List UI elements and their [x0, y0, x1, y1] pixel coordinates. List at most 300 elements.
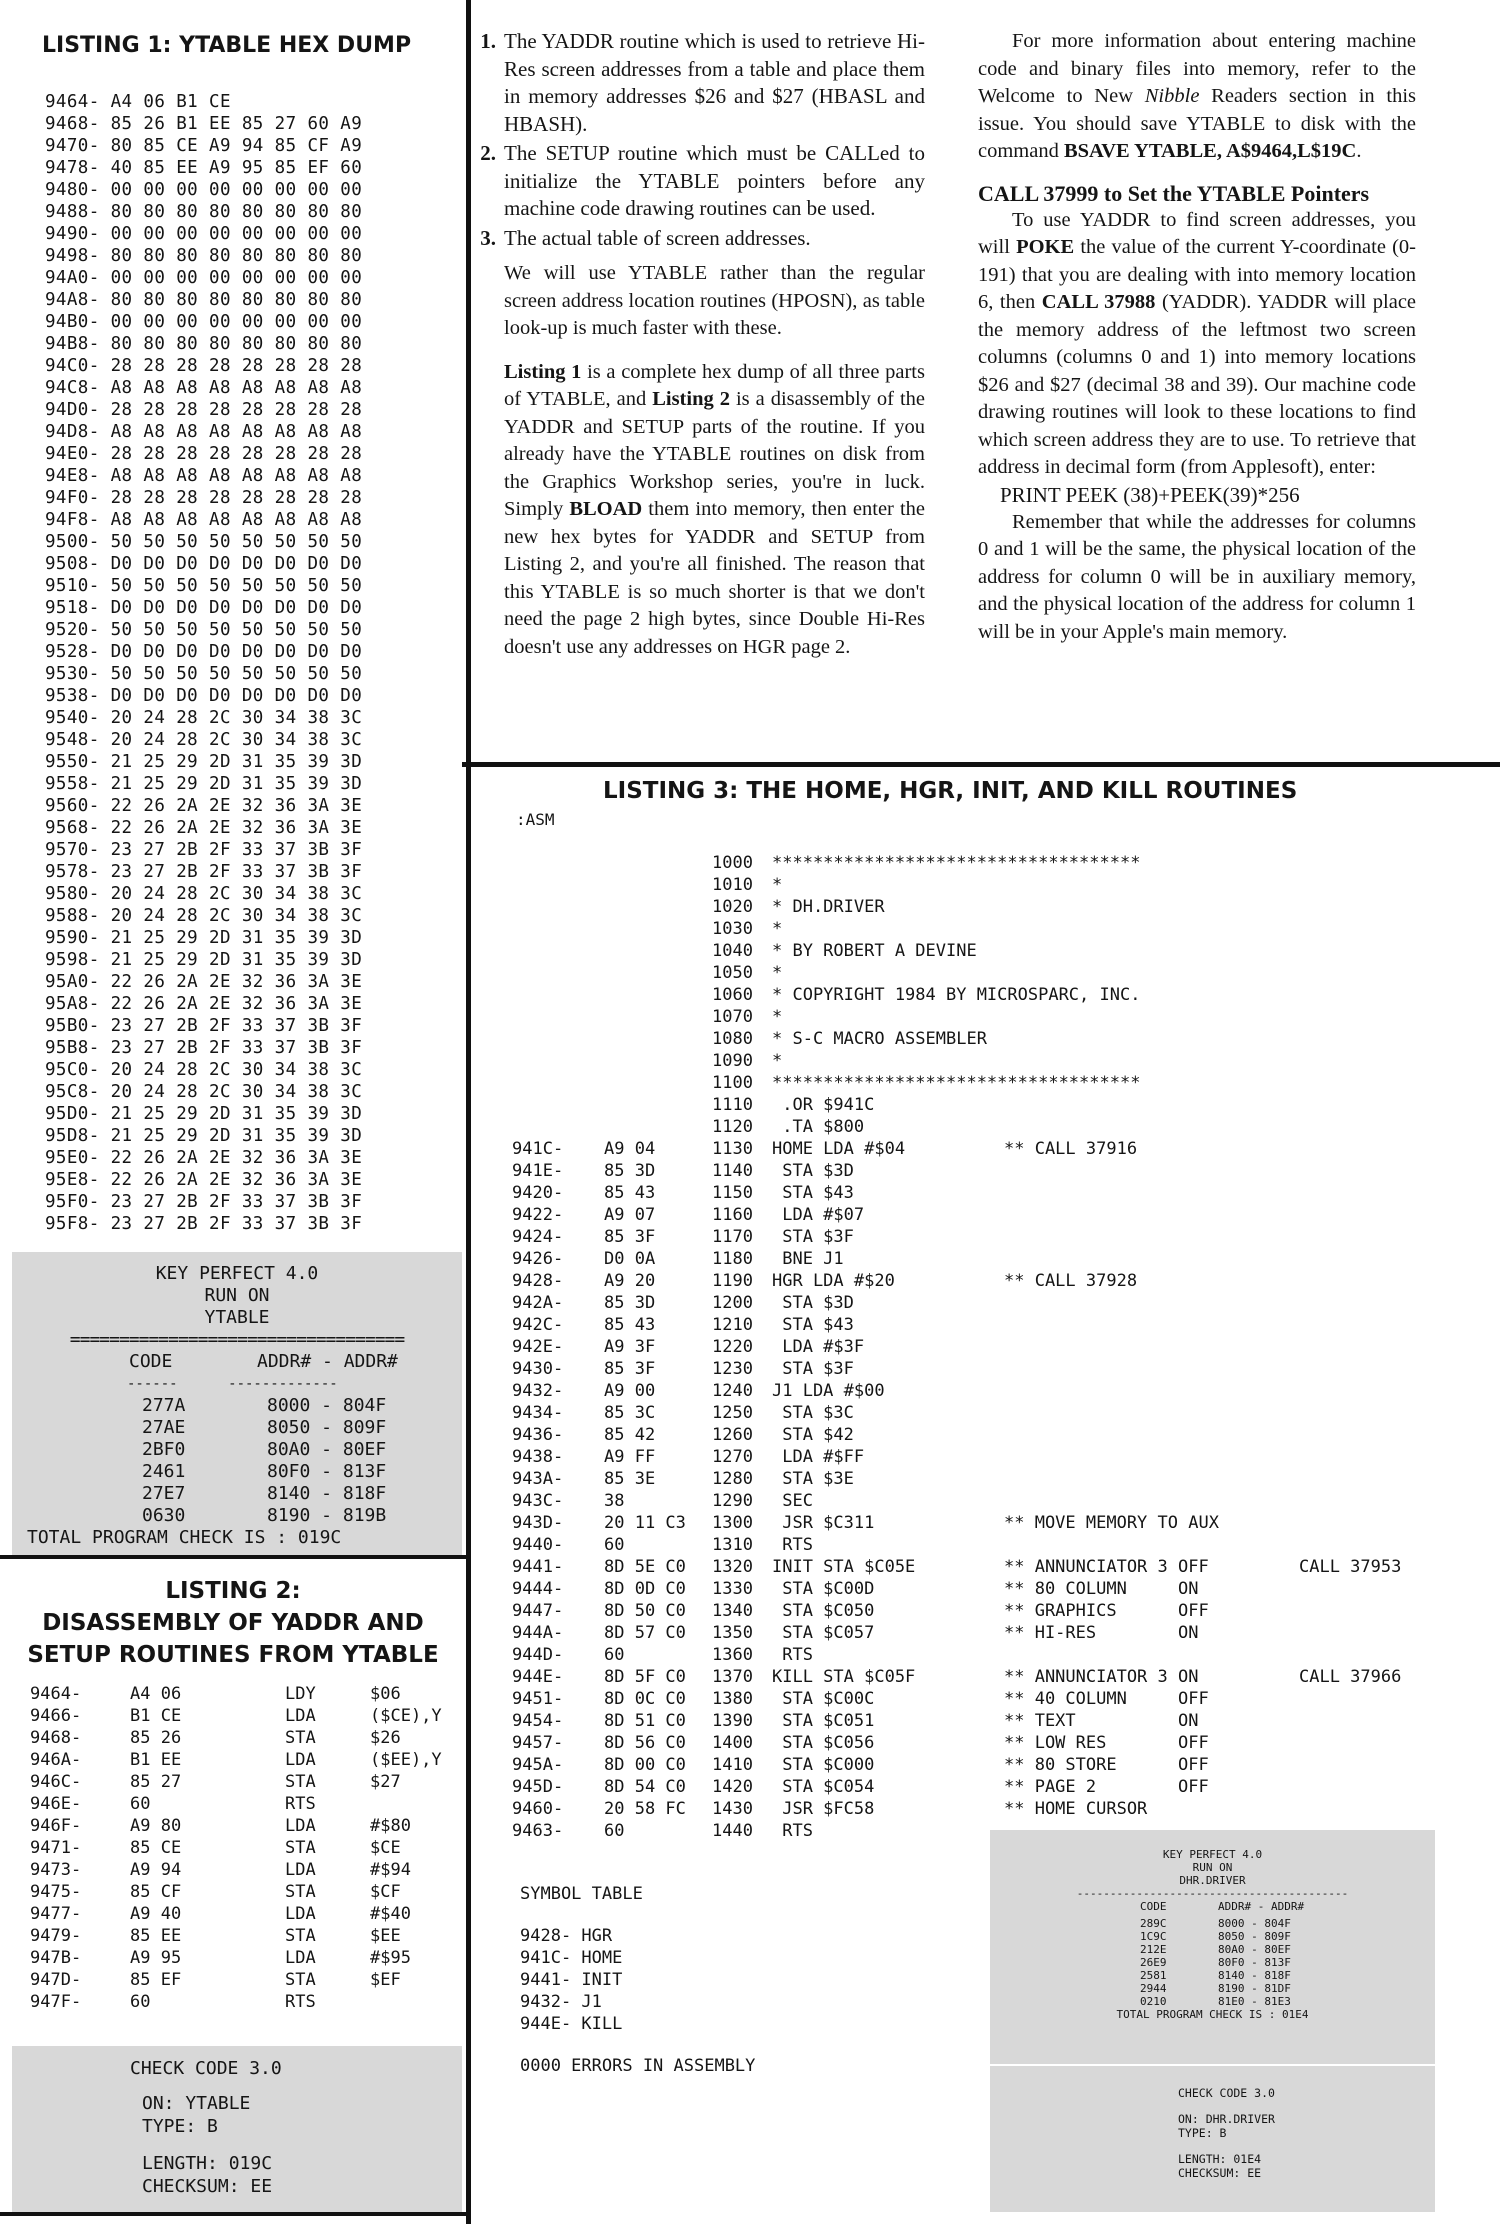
address: 9438-: [512, 1447, 564, 1467]
keyperfect1-dashes: ------ -------------: [127, 1376, 338, 1392]
line-number: 1330: [712, 1579, 753, 1599]
keyperfect1-row: [12, 1483, 462, 1505]
source: * S-C MACRO ASSEMBLER: [772, 1029, 987, 1049]
address: 9471-: [30, 1838, 82, 1858]
symbol-entry: 944E- KILL: [520, 2014, 623, 2034]
hex-dump-row: 9468- 85 26 B1 EE 85 27 60 A9: [45, 114, 363, 134]
para1-text1: For more information about entering machine code and binary files into memory, refer to the Welcome to New: [978, 30, 1416, 107]
source: STA $42: [772, 1425, 854, 1445]
address: 9428-: [512, 1271, 564, 1291]
column3-text: [978, 28, 1416, 646]
bytes: A9 3F: [604, 1337, 656, 1357]
address: 944A-: [512, 1623, 564, 1643]
source: ************************************: [772, 1073, 1141, 1093]
checksum-code: 289C: [1140, 1917, 1167, 1930]
checkcode1-line5: CHECKSUM: EE: [142, 2176, 273, 2197]
column2-paragraph2: [470, 359, 925, 662]
call-ref: CALL 37988: [1041, 291, 1156, 313]
keyperfect2-row: [990, 1956, 1435, 1969]
opcode: STA: [285, 1728, 316, 1748]
hex-dump-row: 95C8- 20 24 28 2C 30 34 38 3C: [45, 1082, 363, 1102]
source: STA $C000: [772, 1755, 875, 1775]
line-number: 1130: [712, 1139, 753, 1159]
operand: ($EE),Y: [370, 1750, 442, 1770]
source: STA $3F: [772, 1359, 854, 1379]
checkcode2-line5: CHECKSUM: EE: [1178, 2166, 1262, 2180]
assembly-row: [512, 1138, 1497, 1160]
bytes: A9 04: [604, 1139, 656, 1159]
assembly-row: [512, 1644, 1497, 1666]
disassembly-row: [30, 1859, 460, 1881]
bytes: 8D 57 C0: [604, 1623, 686, 1643]
source: STA $C00D: [772, 1579, 875, 1599]
errors-line: 0000 ERRORS IN ASSEMBLY: [520, 2056, 756, 2076]
address-range: 80A0 - 80EF: [1218, 1943, 1291, 1956]
assembly-row: [512, 896, 1497, 918]
keyperfect1-separator: ==================================: [69, 1329, 405, 1350]
operand: $26: [370, 1728, 401, 1748]
source: JSR $C311: [772, 1513, 875, 1533]
line-number: 1430: [712, 1799, 753, 1819]
source: BNE J1: [772, 1249, 844, 1269]
keyperfect1-rows: [12, 1395, 462, 1527]
hex-dump-row: 94E8- A8 A8 A8 A8 A8 A8 A8 A8: [45, 466, 363, 486]
bytes: 85 26: [130, 1728, 182, 1748]
address-range: 8190 - 81DF: [1218, 1982, 1291, 1995]
comment: ** HI-RES ON: [1004, 1623, 1199, 1643]
address-range: 80F0 - 813F: [1218, 1956, 1291, 1969]
source: *: [772, 1007, 783, 1027]
para2-text1: is a complete hex dump of all three parts of YTABLE, and: [504, 360, 925, 410]
hex-dump-row: 9558- 21 25 29 2D 31 35 39 3D: [45, 774, 363, 794]
source: JSR $FC58: [772, 1799, 875, 1819]
source: STA $3D: [772, 1161, 854, 1181]
nibble-italic: Nibble: [1144, 85, 1200, 107]
hex-dump-row: 9478- 40 85 EE A9 95 85 EF 60: [45, 158, 363, 178]
checksum-code: 212E: [1140, 1943, 1167, 1956]
bytes: A9 20: [604, 1271, 656, 1291]
keyperfect1-row: [12, 1417, 462, 1439]
address: 946C-: [30, 1772, 82, 1792]
source: STA $43: [772, 1315, 854, 1335]
listing2-disassembly: [30, 1683, 460, 2013]
hex-dump-row: 9520- 50 50 50 50 50 50 50 50: [45, 620, 363, 640]
line-number: 1200: [712, 1293, 753, 1313]
assembly-row: [512, 1182, 1497, 1204]
address-range: 8000 - 804F: [267, 1395, 387, 1416]
address-range: 8140 - 818F: [1218, 1969, 1291, 1982]
keyperfect2-line3: DHR.DRIVER: [1179, 1874, 1246, 1887]
source: LDA #$3F: [772, 1337, 865, 1357]
address: 9434-: [512, 1403, 564, 1423]
hex-dump-row: 9500- 50 50 50 50 50 50 50 50: [45, 532, 363, 552]
bytes: 8D 54 C0: [604, 1777, 686, 1797]
bytes: 85 3F: [604, 1359, 656, 1379]
assembly-row: [512, 1534, 1497, 1556]
bytes: B1 CE: [130, 1706, 182, 1726]
bytes: 38: [604, 1491, 625, 1511]
address: 946E-: [30, 1794, 82, 1814]
bytes: A9 07: [604, 1205, 656, 1225]
hex-dump-row: 9530- 50 50 50 50 50 50 50 50: [45, 664, 363, 684]
assembly-row: [512, 1292, 1497, 1314]
checkcode1-line1: CHECK CODE 3.0: [130, 2058, 282, 2079]
item1-number: 1.: [480, 29, 496, 53]
hex-dump-row: 95E8- 22 26 2A 2E 32 36 3A 3E: [45, 1170, 363, 1190]
address-range: 80A0 - 80EF: [267, 1439, 387, 1460]
bytes: 60: [604, 1535, 625, 1555]
line-number: 1050: [712, 963, 753, 983]
hex-dump-row: 95A0- 22 26 2A 2E 32 36 3A 3E: [45, 972, 363, 992]
source: STA $C056: [772, 1733, 875, 1753]
symbol-entry: 941C- HOME: [520, 1948, 623, 1968]
item2-number: 2.: [480, 141, 496, 165]
operand: $27: [370, 1772, 401, 1792]
bytes: 85 3D: [604, 1293, 656, 1313]
listing3-top-rule: [462, 762, 1500, 767]
line-number: 1150: [712, 1183, 753, 1203]
source: STA $3E: [772, 1469, 854, 1489]
comment: ** GRAPHICS OFF: [1004, 1601, 1209, 1621]
hex-dump-row: 9588- 20 24 28 2C 30 34 38 3C: [45, 906, 363, 926]
keyperfect2-line2: RUN ON: [1192, 1861, 1233, 1874]
line-number: 1290: [712, 1491, 753, 1511]
bytes: 85 CE: [130, 1838, 182, 1858]
para1-text3: .: [1356, 140, 1362, 162]
bytes: 85 CF: [130, 1882, 182, 1902]
opcode: LDA: [285, 1948, 316, 1968]
column3-paragraph1: [978, 28, 1416, 166]
bytes: 8D 56 C0: [604, 1733, 686, 1753]
address: 945A-: [512, 1755, 564, 1775]
keyperfect1-total: TOTAL PROGRAM CHECK IS : 019C: [27, 1527, 342, 1548]
item3-text: The actual table of screen addresses.: [504, 225, 811, 250]
opcode: LDA: [285, 1860, 316, 1880]
source: STA $3D: [772, 1293, 854, 1313]
line-number: 1360: [712, 1645, 753, 1665]
line-number: 1020: [712, 897, 753, 917]
comment: ** ANNUNCIATOR 3 ON: [1004, 1667, 1199, 1687]
disassembly-row: [30, 1903, 460, 1925]
disassembly-row: [30, 1771, 460, 1793]
opcode: LDA: [285, 1816, 316, 1836]
line-number: 1370: [712, 1667, 753, 1687]
disassembly-row: [30, 1815, 460, 1837]
hex-dump-row: 94A0- 00 00 00 00 00 00 00 00: [45, 268, 363, 288]
bytes: 85 EF: [130, 1970, 182, 1990]
hex-dump-row: 9490- 00 00 00 00 00 00 00 00: [45, 224, 363, 244]
assembly-row: [512, 1754, 1497, 1776]
listing2-title-line2: DISASSEMBLY OF YADDR AND: [42, 1610, 424, 1636]
address-range: 8000 - 804F: [1218, 1917, 1291, 1930]
bytes: 60: [604, 1645, 625, 1665]
hex-dump-row: 9538- D0 D0 D0 D0 D0 D0 D0 D0: [45, 686, 363, 706]
line-number: 1240: [712, 1381, 753, 1401]
hex-dump-row: 9590- 21 25 29 2D 31 35 39 3D: [45, 928, 363, 948]
bytes: 8D 00 C0: [604, 1755, 686, 1775]
checksum-code: 2461: [142, 1461, 186, 1482]
line-number: 1390: [712, 1711, 753, 1731]
source: STA $3F: [772, 1227, 854, 1247]
keyperfect2-row: [990, 1943, 1435, 1956]
assembly-row: [512, 1710, 1497, 1732]
section-heading: CALL 37999 to Set the YTABLE Pointers: [978, 180, 1370, 206]
address: 946F-: [30, 1816, 82, 1836]
line-number: 1400: [712, 1733, 753, 1753]
listing2-ref: Listing 2: [652, 388, 730, 410]
operand: #$40: [370, 1904, 411, 1924]
line-number: 1280: [712, 1469, 753, 1489]
source: LDA #$07: [772, 1205, 865, 1225]
hex-dump-row: 9560- 22 26 2A 2E 32 36 3A 3E: [45, 796, 363, 816]
hex-dump-row: 94D8- A8 A8 A8 A8 A8 A8 A8 A8: [45, 422, 363, 442]
checksum-code: 2944: [1140, 1982, 1167, 1995]
symbol-list: [520, 1925, 755, 2035]
comment: ** CALL 37928: [1004, 1271, 1138, 1291]
checksum-code: 27E7: [142, 1483, 186, 1504]
bytes: 85 EE: [130, 1926, 182, 1946]
bytes: 85 3E: [604, 1469, 656, 1489]
bytes: A9 95: [130, 1948, 182, 1968]
hex-dump-row: 95D0- 21 25 29 2D 31 35 39 3D: [45, 1104, 363, 1124]
address: 9420-: [512, 1183, 564, 1203]
comment: ** 40 COLUMN OFF: [1004, 1689, 1209, 1709]
checkcode1-block: [130, 2057, 282, 2198]
symbol-table-title: SYMBOL TABLE: [520, 1884, 643, 1904]
keyperfect1-row: [12, 1505, 462, 1527]
address-range: 80F0 - 813F: [267, 1461, 387, 1482]
hex-dump-row: 94D0- 28 28 28 28 28 28 28 28: [45, 400, 363, 420]
listing2-title: [0, 1575, 466, 1671]
source: KILL STA $C05F: [772, 1667, 916, 1687]
checkcode2-line1: CHECK CODE 3.0: [1178, 2086, 1275, 2100]
comment: ** 80 COLUMN ON: [1004, 1579, 1199, 1599]
line-number: 1410: [712, 1755, 753, 1775]
line-number: 1100: [712, 1073, 753, 1093]
bytes: 8D 0D C0: [604, 1579, 686, 1599]
keyperfect1-header-addr: ADDR# - ADDR#: [257, 1351, 398, 1372]
bytes: 85 3D: [604, 1161, 656, 1181]
disassembly-row: [30, 1969, 460, 1991]
line-number: 1120: [712, 1117, 753, 1137]
comment: ** ANNUNCIATOR 3 OFF: [1004, 1557, 1209, 1577]
assembly-row: [512, 1424, 1497, 1446]
bytes: 8D 50 C0: [604, 1601, 686, 1621]
bytes: 8D 5E C0: [604, 1557, 686, 1577]
operand: ($CE),Y: [370, 1706, 442, 1726]
address: 947D-: [30, 1970, 82, 1990]
line-number: 1060: [712, 985, 753, 1005]
assembly-row: [512, 874, 1497, 896]
source: HOME LDA #$04: [772, 1139, 906, 1159]
comment: ** CALL 37916: [1004, 1139, 1138, 1159]
hex-dump-row: 95F0- 23 27 2B 2F 33 37 3B 3F: [45, 1192, 363, 1212]
source: RTS: [772, 1821, 813, 1841]
operand: $EF: [370, 1970, 401, 1990]
source: *: [772, 963, 783, 983]
source: STA $C051: [772, 1711, 875, 1731]
symbol-entry: 9432- J1: [520, 1992, 602, 2012]
assembly-row: [512, 1556, 1497, 1578]
line-number: 1300: [712, 1513, 753, 1533]
listing2-title-line1: LISTING 2:: [165, 1578, 301, 1604]
hex-dump-row: 95B8- 23 27 2B 2F 33 37 3B 3F: [45, 1038, 363, 1058]
hex-dump-row: 95E0- 22 26 2A 2E 32 36 3A 3E: [45, 1148, 363, 1168]
assembly-row: [512, 1490, 1497, 1512]
opcode: LDA: [285, 1750, 316, 1770]
hex-dump-row: 9570- 23 27 2B 2F 33 37 3B 3F: [45, 840, 363, 860]
address: 9422-: [512, 1205, 564, 1225]
assembly-row: [512, 940, 1497, 962]
checksum-code: 27AE: [142, 1417, 186, 1438]
assembly-row: [512, 1402, 1497, 1424]
column3-paragraph3: Remember that while the addresses for columns 0 and 1 will be the same, the physical location of the address for column 0 will be in auxiliary memory, and the physical location of the address for column 1 will be in your Apple's main memory.: [978, 510, 1416, 643]
hex-dump-row: 9580- 20 24 28 2C 30 34 38 3C: [45, 884, 363, 904]
assembly-row: [512, 1204, 1497, 1226]
hex-dump-row: 9470- 80 85 CE A9 94 85 CF A9: [45, 136, 363, 156]
source: RTS: [772, 1645, 813, 1665]
address: 9447-: [512, 1601, 564, 1621]
assembly-row: [512, 1732, 1497, 1754]
print-peek-code: PRINT PEEK (38)+PEEK(39)*256: [1000, 482, 1300, 507]
address-range: 8050 - 809F: [1218, 1930, 1291, 1943]
opcode: STA: [285, 1838, 316, 1858]
line-number: 1220: [712, 1337, 753, 1357]
assembly-row: [512, 1116, 1497, 1138]
para1-text2: Readers section in this issue. You should save YTABLE to disk with the command: [978, 85, 1416, 162]
line-number: 1230: [712, 1359, 753, 1379]
operand: $06: [370, 1684, 401, 1704]
keyperfect2-block: [990, 1848, 1435, 2021]
keyperfect1-line2: RUN ON: [204, 1285, 270, 1306]
address: 947B-: [30, 1948, 82, 1968]
source: .OR $941C: [772, 1095, 875, 1115]
assembly-row: [512, 852, 1497, 874]
hex-dump-row: 9488- 80 80 80 80 80 80 80 80: [45, 202, 363, 222]
address-range: 81E0 - 81E3: [1218, 1995, 1291, 2008]
address: 942E-: [512, 1337, 564, 1357]
disassembly-row: [30, 1925, 460, 1947]
bytes: 20 11 C3: [604, 1513, 686, 1533]
address-range: 8190 - 819B: [267, 1505, 387, 1526]
opcode: STA: [285, 1772, 316, 1792]
para2-text3: (YADDR). YADDR will place the memory address of the leftmost two screen columns (columns 0 and 1) into memory locations $26 and $27 (decimal 38 and 39). Our machine code drawing routines will look to these locations to find which screen address they are to use. To retrieve that address in decimal form (from Applesoft), enter:: [978, 291, 1417, 478]
bytes: 60: [130, 1794, 151, 1814]
bytes: A9 FF: [604, 1447, 656, 1467]
bytes: A9 80: [130, 1816, 182, 1836]
opcode: RTS: [285, 1794, 316, 1814]
opcode: STA: [285, 1882, 316, 1902]
line-number: 1180: [712, 1249, 753, 1269]
item1-text: The YADDR routine which is used to retrieve Hi-Res screen addresses from a table and place them in memory addresses $26 and $27 (HBASL and HBASH).: [504, 29, 925, 136]
address: 9479-: [30, 1926, 82, 1946]
hex-dump-row: 9480- 00 00 00 00 00 00 00 00: [45, 180, 363, 200]
assembly-row: [512, 1600, 1497, 1622]
assembly-row: [512, 1358, 1497, 1380]
assembly-row: [512, 1050, 1497, 1072]
address: 9466-: [30, 1706, 82, 1726]
keyperfect2-header-code: CODE: [1140, 1900, 1167, 1913]
address: 9464-: [30, 1684, 82, 1704]
source: * DH.DRIVER: [772, 897, 885, 917]
line-number: 1320: [712, 1557, 753, 1577]
hex-dump-row: 9498- 80 80 80 80 80 80 80 80: [45, 246, 363, 266]
address: 947F-: [30, 1992, 82, 2012]
comment: ** PAGE 2 OFF: [1004, 1777, 1209, 1797]
address: 942A-: [512, 1293, 564, 1313]
column2-text: [470, 28, 925, 661]
assembly-row: [512, 1798, 1497, 1820]
address: 9432-: [512, 1381, 564, 1401]
hex-dump-row: 95D8- 21 25 29 2D 31 35 39 3D: [45, 1126, 363, 1146]
keyperfect1-row: [12, 1395, 462, 1417]
source: LDA #$FF: [772, 1447, 865, 1467]
assembly-row: [512, 1380, 1497, 1402]
operand: #$95: [370, 1948, 411, 1968]
assembly-row: [512, 962, 1497, 984]
assembly-row: [512, 1446, 1497, 1468]
poke-ref: POKE: [1016, 236, 1075, 258]
address: 9457-: [512, 1733, 564, 1753]
hex-dump-row: 9550- 21 25 29 2D 31 35 39 3D: [45, 752, 363, 772]
source: STA $3C: [772, 1403, 854, 1423]
hex-dump-row: 95A8- 22 26 2A 2E 32 36 3A 3E: [45, 994, 363, 1014]
hex-dump-row: 9598- 21 25 29 2D 31 35 39 3D: [45, 950, 363, 970]
bytes: A9 00: [604, 1381, 656, 1401]
disassembly-row: [30, 1837, 460, 1859]
address: 941E-: [512, 1161, 564, 1181]
line-number: 1270: [712, 1447, 753, 1467]
listing1-hex-dump: [45, 91, 362, 1235]
address: 9424-: [512, 1227, 564, 1247]
hex-dump-row: 94C8- A8 A8 A8 A8 A8 A8 A8 A8: [45, 378, 363, 398]
bytes: 85 43: [604, 1315, 656, 1335]
keyperfect2-line1: KEY PERFECT 4.0: [1162, 1848, 1263, 1861]
assembly-row: [512, 1006, 1497, 1028]
hex-dump-row: 94F8- A8 A8 A8 A8 A8 A8 A8 A8: [45, 510, 363, 530]
hex-dump-row: 94B0- 00 00 00 00 00 00 00 00: [45, 312, 363, 332]
address-range: 8050 - 809F: [267, 1417, 387, 1438]
disassembly-row: [30, 1991, 460, 2013]
disassembly-row: [30, 1881, 460, 1903]
source: STA $C057: [772, 1623, 875, 1643]
source: STA $C054: [772, 1777, 875, 1797]
hex-dump-row: 9548- 20 24 28 2C 30 34 38 3C: [45, 730, 363, 750]
line-number: 1040: [712, 941, 753, 961]
address: 9440-: [512, 1535, 564, 1555]
assembly-row: [512, 1666, 1497, 1688]
disassembly-row: [30, 1727, 460, 1749]
keyperfect2-row: [990, 1969, 1435, 1982]
address: 942C-: [512, 1315, 564, 1335]
source: J1 LDA #$00: [772, 1381, 885, 1401]
line-number: 1440: [712, 1821, 753, 1841]
address: 945D-: [512, 1777, 564, 1797]
address: 9475-: [30, 1882, 82, 1902]
address: 9463-: [512, 1821, 564, 1841]
line-number: 1030: [712, 919, 753, 939]
address: 9436-: [512, 1425, 564, 1445]
comment: ** TEXT ON: [1004, 1711, 1199, 1731]
listing3-title: LISTING 3: THE HOME, HGR, INIT, AND KILL ROUTINES: [603, 778, 1298, 804]
source: .TA $800: [772, 1117, 865, 1137]
assembly-row: [512, 1336, 1497, 1358]
line-number: 1070: [712, 1007, 753, 1027]
comment: ** HOME CURSOR: [1004, 1799, 1148, 1819]
hex-dump-row: 9540- 20 24 28 2C 30 34 38 3C: [45, 708, 363, 728]
call-note: CALL 37966: [1299, 1667, 1402, 1687]
listing1-title: LISTING 1: YTABLE HEX DUMP: [42, 33, 412, 58]
